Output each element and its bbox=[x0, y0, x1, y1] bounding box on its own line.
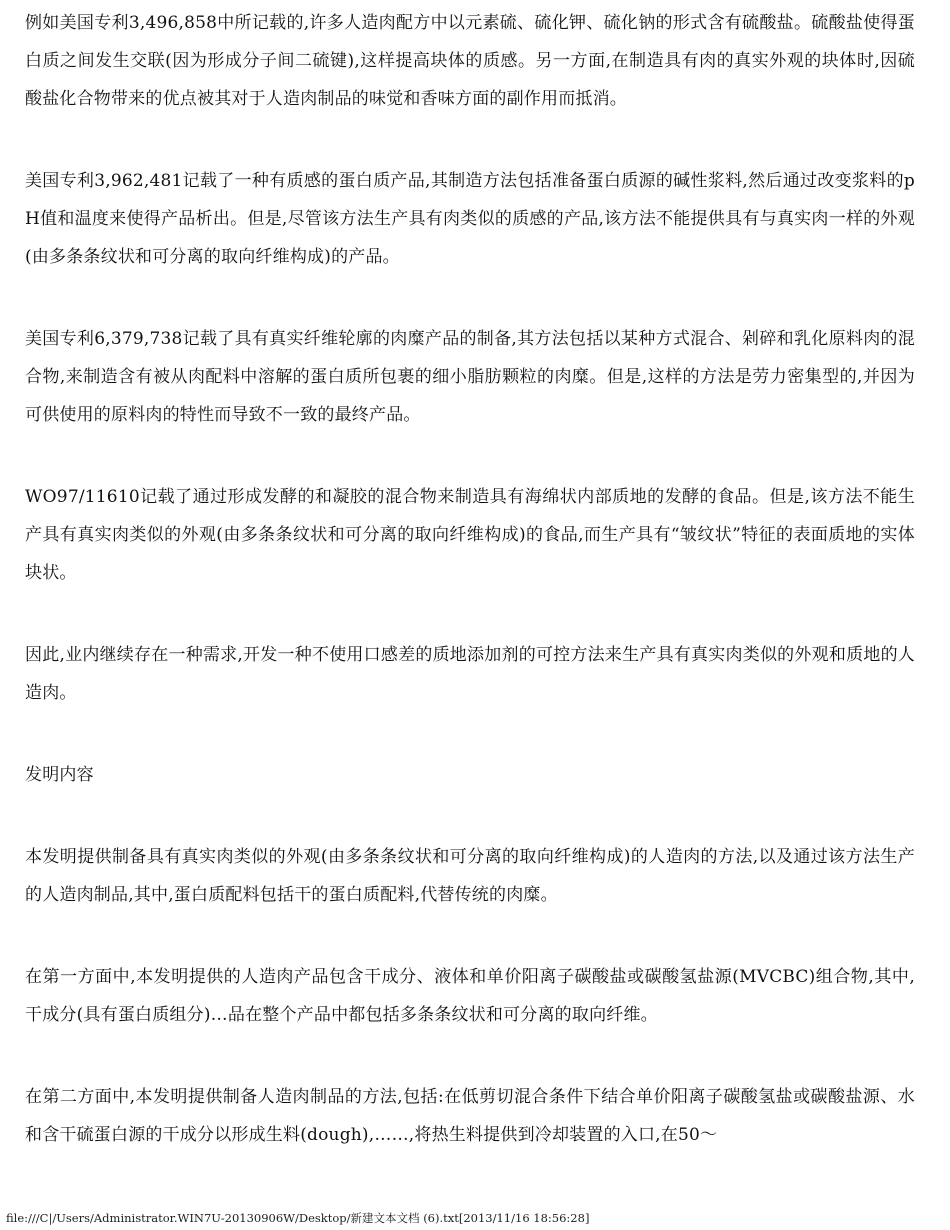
paragraph-8: 在第二方面中,本发明提供制备人造肉制品的方法,包括:在低剪切混合条件下结合单价阳离子碳酸氢盐或碳酸盐源、水和含干硫蛋白源的干成分以形成生料(dough),……,将热生料提供到冷却装置的入口,在50～ bbox=[25, 1087, 915, 1145]
document-body bbox=[25, 4, 915, 1198]
paragraph-4: WO97/11610记载了通过形成发酵的和凝胶的混合物来制造具有海绵状内部质地的发酵的食品。但是,该方法不能生产具有真实肉类似的外观(由多条条纹状和可分离的取向纤维构成)的食品,而生产具有“皱纹状”特征的表面质地的实体块状。 bbox=[25, 487, 915, 583]
file-path-footer: file:///C|/Users/Administrator.WIN7U-20130906W/Desktop/新建文本文档 (6).txt[2013/11/16 18:56:28] bbox=[6, 1211, 590, 1225]
paragraph-1: 例如美国专利3,496,858中所记载的,许多人造肉配方中以元素硫、硫化钾、硫化钠的形式含有硫酸盐。硫酸盐使得蛋白质之间发生交联(因为形成分子间二硫键),这样提高块体的质感。另一方面,在制造具有肉的真实外观的块体时,因硫酸盐化合物带来的优点被其对于人造肉制品的味觉和香味方面的副作用而抵消。 bbox=[25, 13, 915, 109]
paragraph-5: 因此,业内继续存在一种需求,开发一种不使用口感差的质地添加剂的可控方法来生产具有真实肉类似的外观和质地的人造肉。 bbox=[25, 645, 915, 703]
paragraph-7: 在第一方面中,本发明提供的人造肉产品包含干成分、液体和单价阳离子碳酸盐或碳酸氢盐源(MVCBC)组合物,其中,干成分(具有蛋白质组分)…品在整个产品中都包括多条条纹状和可分离的取向纤维。 bbox=[25, 967, 915, 1025]
section-heading: 发明内容 bbox=[25, 765, 94, 785]
paragraph-3: 美国专利6,379,738记载了具有真实纤维轮廓的肉糜产品的制备,其方法包括以某种方式混合、剁碎和乳化原料肉的混合物,来制造含有被从肉配料中溶解的蛋白质所包裹的细小脂肪颗粒的肉糜。但是,这样的方法是劳力密集型的,并因为可供使用的原料肉的特性而导致不一致的最终产品。 bbox=[25, 329, 915, 425]
paragraph-6: 本发明提供制备具有真实肉类似的外观(由多条条纹状和可分离的取向纤维构成)的人造肉的方法,以及通过该方法生产的人造肉制品,其中,蛋白质配料包括干的蛋白质配料,代替传统的肉糜。 bbox=[25, 847, 915, 905]
paragraph-2: 美国专利3,962,481记载了一种有质感的蛋白质产品,其制造方法包括准备蛋白质源的碱性浆料,然后通过改变浆料的pH值和温度来使得产品析出。但是,尽管该方法生产具有肉类似的质感的产品,该方法不能提供具有与真实肉一样的外观(由多条条纹状和可分离的取向纤维构成)的产品。 bbox=[25, 171, 915, 267]
